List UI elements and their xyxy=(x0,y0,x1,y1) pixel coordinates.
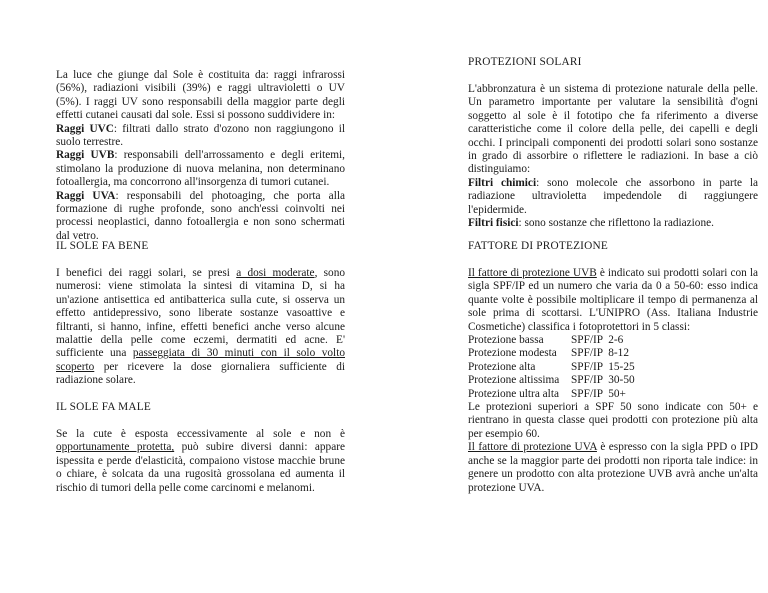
sole-fa-male-section xyxy=(56,428,345,495)
uvb-factor-paragraph: Il fattore di protezione UVB è indicato sui prodotti solari con la sigla SPF/IP ed un numero che varia da 0 a 50-60: esso indica quante volte è possibile moltiplicare il tempo di permanenza al sole prima di scottarsi. L'UNIPRO (Ass. Italiana Industrie Cosmetiche) classifica i fotoprotettori in 5 classi: xyxy=(468,267,758,333)
protection-class-row: Protezione altissima SPF/IP 30-50 xyxy=(468,374,635,387)
uvb-term: Raggi UVB xyxy=(56,149,115,162)
uvb-paragraph: Raggi UVB: responsabili dell'arrossamento e degli eritemi, stimolano la produzione di nuova melanina, non determinano fotoallergia, ma concorrono all'insorgenza di tumori cutanei. xyxy=(56,149,345,189)
fattore-di-protezione-section xyxy=(468,267,758,495)
protection-class-row: Protezione alta SPF/IP 15-25 xyxy=(468,360,635,373)
section-title-sole-fa-bene: IL SOLE FA BENE xyxy=(56,240,149,252)
uvc-paragraph: Raggi UVC: filtrati dallo strato d'ozono non raggiungono il suolo terrestre. xyxy=(56,122,345,149)
section-title-protezioni-solari: PROTEZIONI SOLARI xyxy=(468,56,582,68)
protection-class-row: Protezione ultra alta SPF/IP 50+ xyxy=(468,387,626,400)
sole-fa-male-paragraph: Se la cute è esposta eccessivamente al sole e non è opportunamente protetta, può subire diversi danni: appare ispessita e perde d'elasticità, compaiono vistose macchie brune o chiare, è solcata da una rugosità grossolana ed aumenta il rischio di tumori della pelle come carcinomi e melanomi. xyxy=(56,428,345,494)
protezioni-solari-section xyxy=(468,83,758,230)
protezioni-paragraph: L'abbronzatura è un sistema di protezione naturale della pelle. Un parametro importante per valutare la sensibilità d'ogni soggetto al sole è il fototipo che fa riferimento a diverse caratteristiche come il colore della pelle, dei capelli e degli occhi. I principali componenti dei prodotti solari sono sostanze in grado di assorbire o riflettere le radiazioni. In base a ciò distinguiamo: xyxy=(468,83,758,176)
uvb-factor-heading: Il fattore di protezione UVB xyxy=(468,267,597,279)
protection-class-row: Protezione modesta SPF/IP 8-12 xyxy=(468,347,629,360)
filtri-chimici-paragraph: Filtri chimici: sono molecole che assorbono in parte la radiazione ultravioletta impedendole di raggiungere l'epidermide. xyxy=(468,176,758,216)
uva-factor-paragraph: Il fattore di protezione UVA è espresso con la sigla PPD o IPD anche se la maggior parte dei prodotti non riporta tale indice: in genere un prodotto con alta protezione UVB avrà anche un'alta protezione UVA. xyxy=(468,441,758,494)
sole-fa-bene-paragraph: I benefici dei raggi solari, se presi a dosi moderate, sono numerosi: viene stimolata la sintesi di vitamina D, si ha un'azione antisettica ed antibatterica sulla cute, si osserva un effetto antidepressivo, sono liberate sostanze vasoattive e filtranti, si hanno, infine, effetti benefici anche verso alcune malattie della pelle come eczemi, dermatiti ed acne. E' sufficiente una passeggiata di 30 minuti con il solo volto scoperto per ricevere la dose giornaliera sufficiente di radiazione solare. xyxy=(56,267,345,387)
uv-intro-paragraph: La luce che giunge dal Sole è costituita da: raggi infrarossi (56%), radiazioni visibili (39%) e raggi ultravioletti o UV (5%). I raggi UV sono responsabili della maggior parte degli effetti cutanei causati dal sole. Essi si possono suddividere in: xyxy=(56,69,345,122)
uva-paragraph: Raggi UVA: responsabili del photoaging, che porta alla formazione di rughe profonde, sono anch'essi coinvolti nei processi neoplastici, danno fotoallergia e non sono schermati dal vetro. xyxy=(56,189,345,242)
section-title-fattore-di-protezione: FATTORE DI PROTEZIONE xyxy=(468,240,608,252)
protection-class-row: Protezione bassa SPF/IP 2-6 xyxy=(468,334,624,347)
filtri-fisici-paragraph: Filtri fisici: sono sostanze che riflettono la radiazione. xyxy=(468,217,714,230)
uva-factor-heading: Il fattore di protezione UVA xyxy=(468,441,597,454)
protection-classes-list xyxy=(468,334,758,401)
filtri-chimici-term: Filtri chimici xyxy=(468,176,537,189)
underlined-phrase: opportunamente protetta, xyxy=(56,441,175,454)
filtri-fisici-term: Filtri fisici xyxy=(468,217,519,230)
sole-fa-bene-section xyxy=(56,267,345,388)
spf-note-paragraph: Le protezioni superiori a SPF 50 sono indicate con 50+ e rientrano in questa classe quei prodotti con protezione più alta per esempio 60. xyxy=(468,401,758,440)
section-title-sole-fa-male: IL SOLE FA MALE xyxy=(56,401,151,413)
underlined-phrase: passeggiata di 30 minuti con il solo volto scoperto xyxy=(56,347,345,373)
uvc-term: Raggi UVC xyxy=(56,122,114,135)
uv-intro-section xyxy=(56,69,345,243)
underlined-phrase: a dosi moderate xyxy=(236,267,315,279)
uva-term: Raggi UVA xyxy=(56,189,116,202)
